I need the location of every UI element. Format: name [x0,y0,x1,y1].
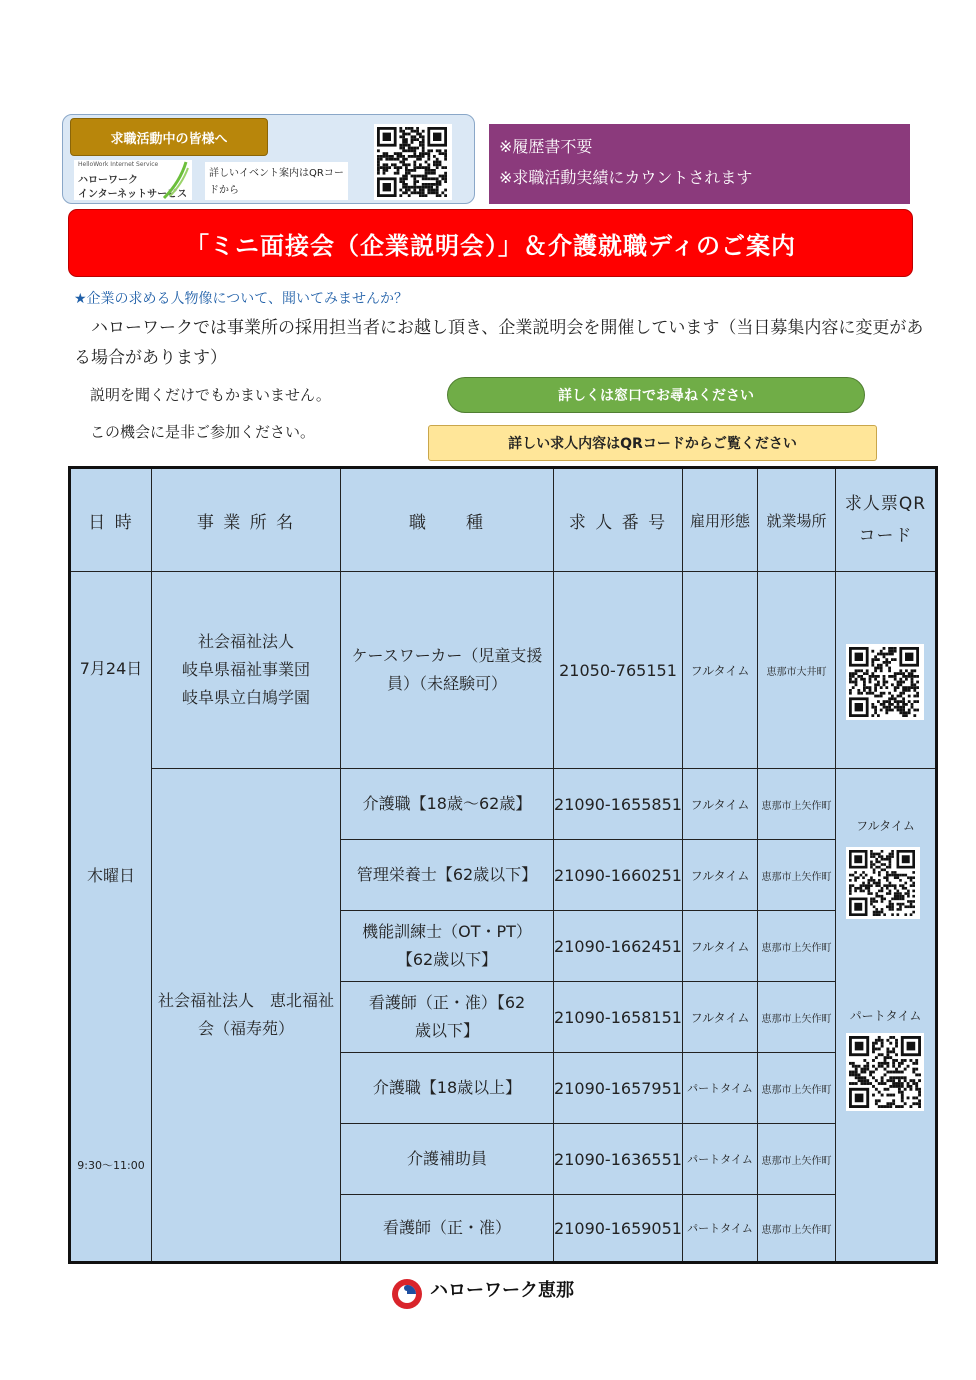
hellowork-logo-line1: ハローワーク [78,175,138,186]
table-row [70,769,937,840]
qr-details-box: 詳しい求人内容はQRコードからご覧ください [428,425,877,461]
employment-type: フルタイム [683,911,758,982]
event-date: 7月24日 [79,659,143,678]
qr-cell [836,572,937,769]
header-date: 日 時 [70,468,152,572]
intro-star-line: ★企業の求める人物像について、聞いてみませんか？ [74,291,408,307]
date-cell [70,572,152,1263]
intro-paragraph-text: ハローワークでは事業所の採用担当者にお越し頂き、企業説明会を開催しています（当日募集内容に変更がある場合があります） [74,318,924,368]
work-location: 恵那市上矢作町 [758,1053,836,1124]
table-header-row [70,468,937,572]
work-location: 恵那市上矢作町 [758,840,836,911]
header-job: 職 種 [341,468,554,572]
intro-line-listen: 説明を聞くだけでもかまいません。 [90,386,331,404]
job-title: 介護職【18歳以上】 [341,1053,554,1124]
job-number: 21050-765151 [554,572,683,769]
work-location: 恵那市上矢作町 [758,1195,836,1263]
header-qr: 求人票QRコード [836,468,937,572]
employment-type: パートタイム [683,1124,758,1195]
intro-paragraph [74,313,924,373]
event-weekday: 木曜日 [86,866,135,885]
footer-brand: ハローワーク恵那 [430,1280,574,1301]
qr-label-parttime: パートタイム [849,1009,922,1023]
employment-type: フルタイム [683,769,758,840]
title-banner [68,209,913,277]
header-job-number: 求 人 番 号 [554,468,683,572]
job-number: 21090-1660251 [554,840,683,911]
qr-cell [836,769,937,1263]
event-time: 9:30〜11:00 [77,1159,145,1172]
employment-type: フルタイム [683,572,758,769]
job-title: 看護師（正・准） [341,1195,554,1263]
table-row [70,572,937,769]
employment-type: フルタイム [683,840,758,911]
job-title: 機能訓練士（OT・PT）【62歳以下】 [341,911,554,982]
company-name: 社会福祉法人 恵北福祉会（福寿苑） [152,769,341,1263]
activity-count-note: ※求職活動実績にカウントされます [499,168,753,187]
work-location: 恵那市上矢作町 [758,769,836,840]
employment-type: パートタイム [683,1195,758,1263]
no-resume-note: ※履歴書不要 [499,137,593,156]
job-title: ケースワーカー（児童支援員）（未経験可） [341,572,554,769]
job-title: 看護師（正・准）【62歳以下】 [341,982,554,1053]
job-number: 21090-1659051 [554,1195,683,1263]
job-qr-code-icon[interactable] [846,644,924,720]
work-location: 恵那市上矢作町 [758,982,836,1053]
leaf-icon [160,160,190,200]
work-location: 恵那市上矢作町 [758,1124,836,1195]
job-table [68,466,938,1264]
ask-counter-pill: 詳しくは窓口でお尋ねください [447,377,865,413]
job-title: 介護職【18歳〜62歳】 [341,769,554,840]
intro-line-join: この機会に是非ご参加ください。 [90,423,316,441]
header-company: 事 業 所 名 [152,468,341,572]
header-employment: 雇用形態 [683,468,758,572]
parttime-qr-code-icon[interactable] [846,1033,924,1111]
work-location: 恵那市大井町 [758,572,836,769]
fulltime-qr-code-icon[interactable] [846,847,920,919]
job-number: 21090-1655851 [554,769,683,840]
employment-type: パートタイム [683,1053,758,1124]
hellowork-emblem-icon [390,1277,424,1311]
work-location: 恵那市上矢作町 [758,911,836,982]
hellowork-logo-caption: HelloWork Internet Service [78,161,159,168]
job-title: 管理栄養士【62歳以下】 [341,840,554,911]
event-qr-note: 詳しいイベント案内はQRコードから [209,168,344,196]
qr-label-fulltime: フルタイム [856,819,915,833]
page-title: 「ミニ面接会（企業説明会）」＆介護就職ディのご案内 [184,231,797,260]
header-location: 就業場所 [758,468,836,572]
employment-type: フルタイム [683,982,758,1053]
event-qr-code-icon[interactable] [374,124,452,200]
job-seeker-badge: 求職活動中の皆様へ [70,118,268,156]
job-number: 21090-1657951 [554,1053,683,1124]
job-number: 21090-1658151 [554,982,683,1053]
job-title: 介護補助員 [341,1124,554,1195]
hellowork-logo-line2: インターネットサービス [78,189,188,200]
job-number: 21090-1662451 [554,911,683,982]
job-number: 21090-1636551 [554,1124,683,1195]
company-name: 社会福祉法人 岐阜県福祉事業団 岐阜県立白鳩学園 [152,572,341,769]
